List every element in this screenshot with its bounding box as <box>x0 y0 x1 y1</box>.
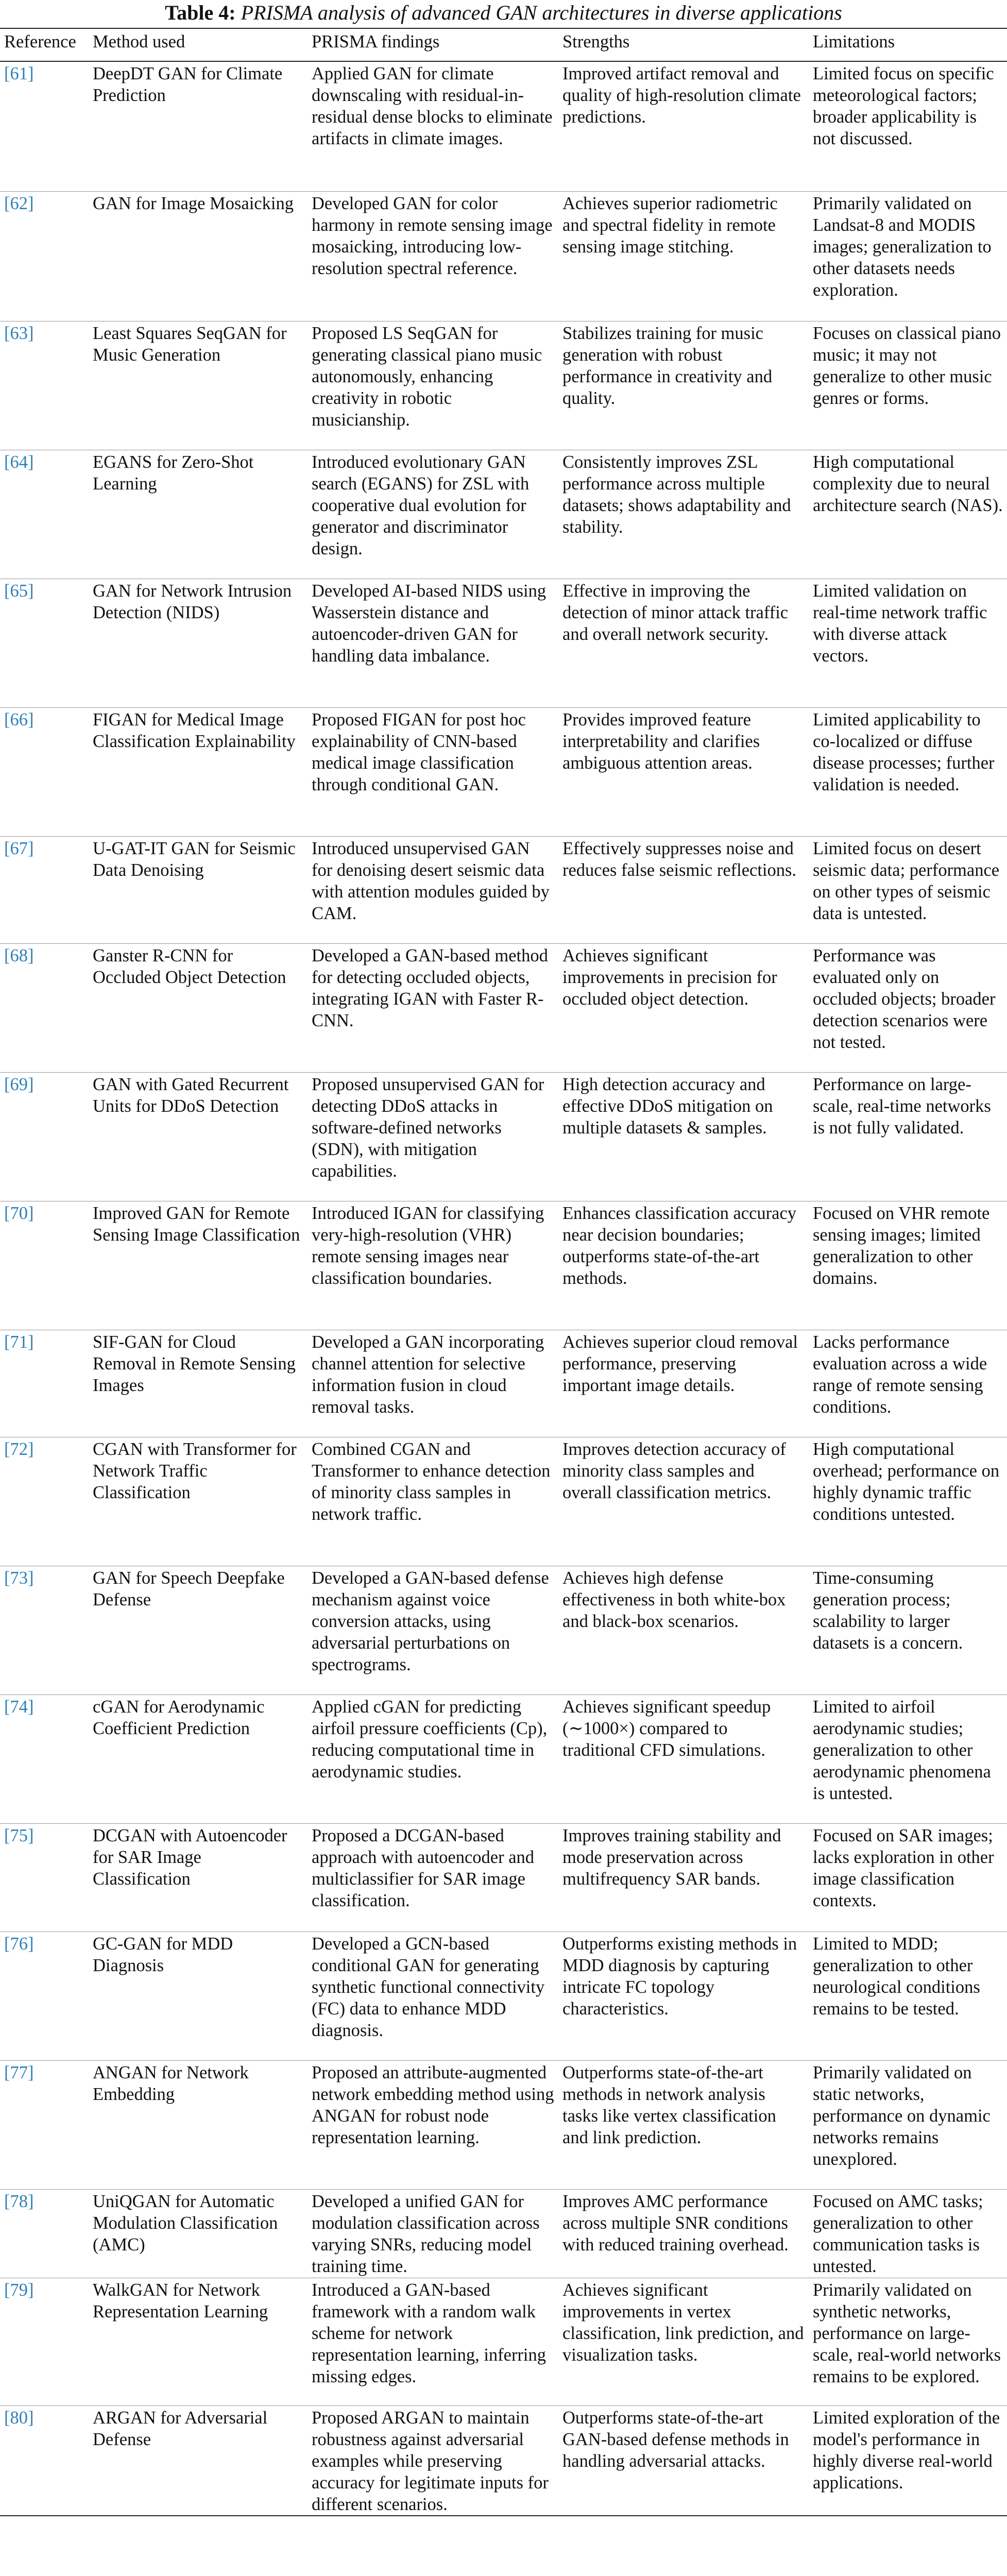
limitations-cell: Lacks performance evaluation across a wide range of remote sensing conditions. <box>809 1330 1007 1437</box>
method-cell: FIGAN for Medical Image Classification Explainability <box>89 707 308 836</box>
reference-link[interactable]: [ 61 ] <box>0 61 89 191</box>
table-body <box>0 61 1007 2516</box>
limitations-cell: Performance was evaluated only on occluded objects; broader detection scenarios were not tested. <box>809 943 1007 1072</box>
table-row <box>0 1201 1007 1330</box>
method-cell: SIF-GAN for Cloud Removal in Remote Sensing Images <box>89 1330 308 1437</box>
method-cell: DCGAN with Autoencoder for SAR Image Classification <box>89 1823 308 1931</box>
reference-link[interactable]: [ 64 ] <box>0 450 89 579</box>
method-cell: GAN for Speech Deepfake Defense <box>89 1566 308 1694</box>
reference-link[interactable]: [ 75 ] <box>0 1823 89 1931</box>
header-strengths: Strengths <box>558 28 809 61</box>
header-row <box>0 28 1007 61</box>
findings-cell: Developed a GCN-based conditional GAN for generating synthetic functional connectivity (FC) data to enhance MDD diagnosis. <box>308 1931 558 2060</box>
method-cell: Ganster R-CNN for Occluded Object Detection <box>89 943 308 1072</box>
limitations-cell: Limited focus on specific meteorological factors; broader applicability is not discussed. <box>809 61 1007 191</box>
strengths-cell: Effective in improving the detection of minor attack traffic and overall network security. <box>558 579 809 707</box>
reference-link[interactable]: [ 68 ] <box>0 943 89 1072</box>
method-cell: EGANS for Zero-Shot Learning <box>89 450 308 579</box>
table-row <box>0 450 1007 579</box>
method-cell: GAN with Gated Recurrent Units for DDoS Detection <box>89 1072 308 1201</box>
findings-cell: Proposed an attribute-augmented network embedding method using ANGAN for robust node representation learning. <box>308 2060 558 2189</box>
limitations-cell: Primarily validated on Landsat-8 and MODIS images; generalization to other datasets needs exploration. <box>809 191 1007 321</box>
strengths-cell: Outperforms state-of-the-art GAN-based defense methods in handling adversarial attacks. <box>558 2405 809 2516</box>
findings-cell: Developed a GAN-based method for detecting occluded objects, integrating IGAN with Faster R-CNN. <box>308 943 558 1072</box>
reference-link[interactable]: [ 65 ] <box>0 579 89 707</box>
strengths-cell: Achieves significant speedup (∼1000×) compared to traditional CFD simulations. <box>558 1694 809 1823</box>
reference-link[interactable]: [ 76 ] <box>0 1931 89 2060</box>
header-limitations: Limitations <box>809 28 1007 61</box>
limitations-cell: Focuses on classical piano music; it may not generalize to other music genres or forms. <box>809 321 1007 450</box>
header-reference: Reference <box>0 28 89 61</box>
table-row <box>0 836 1007 943</box>
table-caption-title: PRISMA analysis of advanced GAN architectures in diverse applications <box>241 1 842 24</box>
strengths-cell: High detection accuracy and effective DDoS mitigation on multiple datasets & samples. <box>558 1072 809 1201</box>
header-method: Method used <box>89 28 308 61</box>
table-row <box>0 1072 1007 1201</box>
method-cell: GAN for Network Intrusion Detection (NIDS) <box>89 579 308 707</box>
table-row <box>0 579 1007 707</box>
table-row <box>0 191 1007 321</box>
reference-link[interactable]: [ 69 ] <box>0 1072 89 1201</box>
reference-link[interactable]: [ 70 ] <box>0 1201 89 1330</box>
reference-link[interactable]: [ 79 ] <box>0 2278 89 2405</box>
limitations-cell: Focused on SAR images; lacks exploration in other image classification contexts. <box>809 1823 1007 1931</box>
limitations-cell: Limited to airfoil aerodynamic studies; generalization to other aerodynamic phenomena is untested. <box>809 1694 1007 1823</box>
limitations-cell: Focused on VHR remote sensing images; limited generalization to other domains. <box>809 1201 1007 1330</box>
reference-link[interactable]: [ 77 ] <box>0 2060 89 2189</box>
method-cell: cGAN for Aerodynamic Coefficient Prediction <box>89 1694 308 1823</box>
strengths-cell: Improved artifact removal and quality of high-resolution climate predictions. <box>558 61 809 191</box>
method-cell: GC-GAN for MDD Diagnosis <box>89 1931 308 2060</box>
findings-cell: Proposed unsupervised GAN for detecting DDoS attacks in software-defined networks (SDN), with mitigation capabilities. <box>308 1072 558 1201</box>
method-cell: DeepDT GAN for Climate Prediction <box>89 61 308 191</box>
method-cell: WalkGAN for Network Representation Learning <box>89 2278 308 2405</box>
strengths-cell: Outperforms state-of-the-art methods in network analysis tasks like vertex classification and link prediction. <box>558 2060 809 2189</box>
findings-cell: Combined CGAN and Transformer to enhance detection of minority class samples in network traffic. <box>308 1437 558 1566</box>
strengths-cell: Achieves high defense effectiveness in both white-box and black-box scenarios. <box>558 1566 809 1694</box>
findings-cell: Developed a GAN incorporating channel attention for selective information fusion in cloud removal tasks. <box>308 1330 558 1437</box>
strengths-cell: Improves training stability and mode preservation across multifrequency SAR bands. <box>558 1823 809 1931</box>
method-cell: U-GAT-IT GAN for Seismic Data Denoising <box>89 836 308 943</box>
reference-link[interactable]: [ 66 ] <box>0 707 89 836</box>
strengths-cell: Achieves superior radiometric and spectral fidelity in remote sensing image stitching. <box>558 191 809 321</box>
strengths-cell: Achieves superior cloud removal performance, preserving important image details. <box>558 1330 809 1437</box>
limitations-cell: Performance on large-scale, real-time networks is not fully validated. <box>809 1072 1007 1201</box>
table-row <box>0 321 1007 450</box>
table-row <box>0 2405 1007 2516</box>
method-cell: CGAN with Transformer for Network Traffic Classification <box>89 1437 308 1566</box>
table-row <box>0 1931 1007 2060</box>
method-cell: ANGAN for Network Embedding <box>89 2060 308 2189</box>
findings-cell: Developed AI-based NIDS using Wasserstein distance and autoencoder-driven GAN for handling data imbalance. <box>308 579 558 707</box>
limitations-cell: High computational complexity due to neural architecture search (NAS). <box>809 450 1007 579</box>
limitations-cell: Focused on AMC tasks; generalization to other communication tasks is untested. <box>809 2189 1007 2278</box>
findings-cell: Introduced IGAN for classifying very-high-resolution (VHR) remote sensing images near classification boundaries. <box>308 1201 558 1330</box>
table-row <box>0 2060 1007 2189</box>
method-cell: ARGAN for Adversarial Defense <box>89 2405 308 2516</box>
strengths-cell: Consistently improves ZSL performance across multiple datasets; shows adaptability and stability. <box>558 450 809 579</box>
reference-link[interactable]: [ 71 ] <box>0 1330 89 1437</box>
findings-cell: Proposed LS SeqGAN for generating classical piano music autonomously, enhancing creativity in robotic musicianship. <box>308 321 558 450</box>
strengths-cell: Achieves significant improvements in precision for occluded object detection. <box>558 943 809 1072</box>
findings-cell: Introduced evolutionary GAN search (EGANS) for ZSL with cooperative dual evolution for generator and discriminator design. <box>308 450 558 579</box>
strengths-cell: Improves AMC performance across multiple SNR conditions with reduced training overhead. <box>558 2189 809 2278</box>
strengths-cell: Achieves significant improvements in vertex classification, link prediction, and visualization tasks. <box>558 2278 809 2405</box>
reference-link[interactable]: [ 72 ] <box>0 1437 89 1566</box>
prisma-table <box>0 28 1007 2516</box>
table-row <box>0 943 1007 1072</box>
strengths-cell: Effectively suppresses noise and reduces false seismic reflections. <box>558 836 809 943</box>
strengths-cell: Stabilizes training for music generation with robust performance in creativity and quality. <box>558 321 809 450</box>
limitations-cell: Limited exploration of the model's performance in highly diverse real-world applications. <box>809 2405 1007 2516</box>
findings-cell: Proposed a DCGAN-based approach with autoencoder and multiclassifier for SAR image classification. <box>308 1823 558 1931</box>
table-row <box>0 1566 1007 1694</box>
table-caption <box>0 0 1007 28</box>
findings-cell: Developed a GAN-based defense mechanism against voice conversion attacks, using adversarial perturbations on spectrograms. <box>308 1566 558 1694</box>
table-row <box>0 61 1007 191</box>
method-cell: Improved GAN for Remote Sensing Image Classification <box>89 1201 308 1330</box>
findings-cell: Developed GAN for color harmony in remote sensing image mosaicking, introducing low-resolution spectral reference. <box>308 191 558 321</box>
limitations-cell: Limited validation on real-time network traffic with diverse attack vectors. <box>809 579 1007 707</box>
limitations-cell: Limited focus on desert seismic data; performance on other types of seismic data is untested. <box>809 836 1007 943</box>
header-findings: PRISMA findings <box>308 28 558 61</box>
strengths-cell: Provides improved feature interpretability and clarifies ambiguous attention areas. <box>558 707 809 836</box>
reference-link[interactable]: [ 62 ] <box>0 191 89 321</box>
strengths-cell: Improves detection accuracy of minority class samples and overall classification metrics. <box>558 1437 809 1566</box>
reference-link[interactable]: [ 63 ] <box>0 321 89 450</box>
table-row <box>0 1823 1007 1931</box>
findings-cell: Introduced unsupervised GAN for denoising desert seismic data with attention modules guided by CAM. <box>308 836 558 943</box>
method-cell: UniQGAN for Automatic Modulation Classification (AMC) <box>89 2189 308 2278</box>
table-row <box>0 1694 1007 1823</box>
reference-link[interactable]: [ 80 ] <box>0 2405 89 2516</box>
table-row <box>0 1330 1007 1437</box>
findings-cell: Proposed ARGAN to maintain robustness against adversarial examples while preserving accuracy for legitimate inputs for different scenarios. <box>308 2405 558 2516</box>
limitations-cell: Limited to MDD; generalization to other neurological conditions remains to be tested. <box>809 1931 1007 2060</box>
strengths-cell: Enhances classification accuracy near decision boundaries; outperforms state-of-the-art methods. <box>558 1201 809 1330</box>
limitations-cell: Limited applicability to co-localized or diffuse disease processes; further validation is needed. <box>809 707 1007 836</box>
findings-cell: Developed a unified GAN for modulation classification across varying SNRs, reducing model training time. <box>308 2189 558 2278</box>
table-row <box>0 2278 1007 2405</box>
table-row <box>0 707 1007 836</box>
table-row <box>0 1437 1007 1566</box>
findings-cell: Applied GAN for climate downscaling with residual-in-residual dense blocks to eliminate artifacts in climate images. <box>308 61 558 191</box>
table-caption-label: Table 4: <box>165 1 236 24</box>
table-header <box>0 28 1007 61</box>
reference-link[interactable]: [ 67 ] <box>0 836 89 943</box>
method-cell: Least Squares SeqGAN for Music Generation <box>89 321 308 450</box>
reference-link[interactable]: [ 78 ] <box>0 2189 89 2278</box>
limitations-cell: Time-consuming generation process; scalability to larger datasets is a concern. <box>809 1566 1007 1694</box>
limitations-cell: Primarily validated on static networks, performance on dynamic networks remains unexplored. <box>809 2060 1007 2189</box>
limitations-cell: High computational overhead; performance on highly dynamic traffic conditions untested. <box>809 1437 1007 1566</box>
strengths-cell: Outperforms existing methods in MDD diagnosis by capturing intricate FC topology characteristics. <box>558 1931 809 2060</box>
table-row <box>0 2189 1007 2278</box>
findings-cell: Proposed FIGAN for post hoc explainability of CNN-based medical image classification through conditional GAN. <box>308 707 558 836</box>
reference-link[interactable]: [ 74 ] <box>0 1694 89 1823</box>
findings-cell: Introduced a GAN-based framework with a random walk scheme for network representation learning, inferring missing edges. <box>308 2278 558 2405</box>
method-cell: GAN for Image Mosaicking <box>89 191 308 321</box>
findings-cell: Applied cGAN for predicting airfoil pressure coefficients (Cp), reducing computational time in aerodynamic studies. <box>308 1694 558 1823</box>
reference-link[interactable]: [ 73 ] <box>0 1566 89 1694</box>
limitations-cell: Primarily validated on synthetic networks, performance on large-scale, real-world networks remains to be explored. <box>809 2278 1007 2405</box>
